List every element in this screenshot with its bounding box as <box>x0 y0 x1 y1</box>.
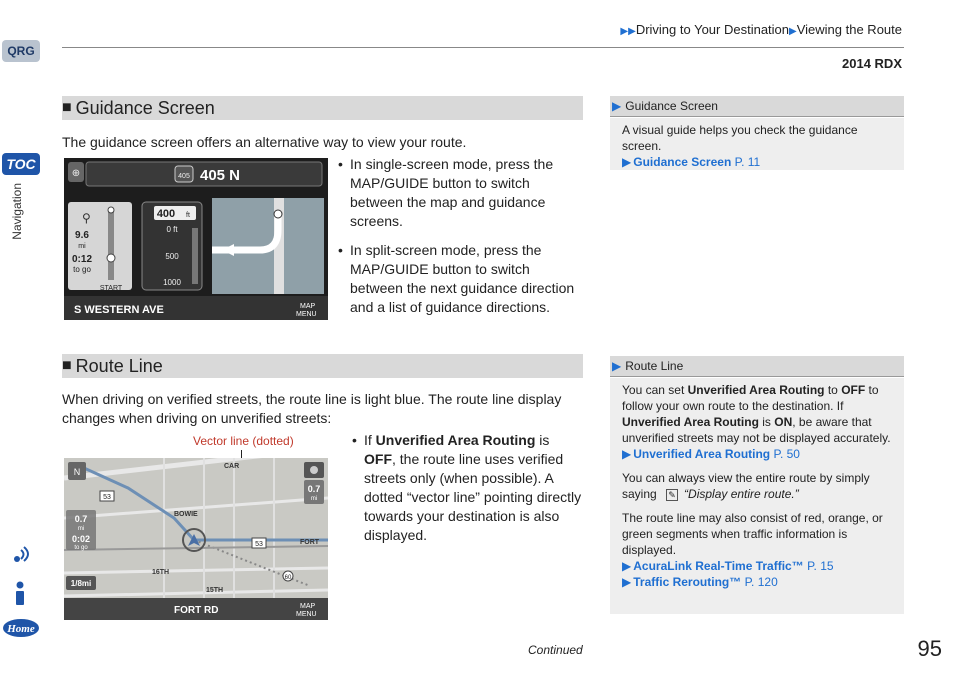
map-scale: 1/8mi <box>70 579 92 588</box>
scale-label: 0 ft <box>166 225 178 234</box>
breadcrumb: ▶▶Driving to Your Destination▶Viewing the Route <box>620 22 902 37</box>
time-value: 0:02 <box>71 534 91 544</box>
miles-value: 9.6 <box>75 230 89 241</box>
scale-label: 500 <box>165 252 179 261</box>
map-menu-label: MENU <box>296 311 317 318</box>
home-icon[interactable] <box>2 614 40 642</box>
map-menu-label: MAP <box>300 603 316 610</box>
rerouting-link[interactable]: Traffic Rerouting™ <box>633 575 742 589</box>
scale-label: 1000 <box>163 278 181 287</box>
street-name: FORT RD <box>174 605 219 616</box>
road-name: 405 N <box>199 167 241 184</box>
distance-box-unit: ft <box>186 212 190 219</box>
map-menu-label: MENU <box>296 611 317 618</box>
guidance-bullet-1: • In single-screen mode, press the MAP/GUIDE button to switch between the map and guidance screens. <box>338 156 554 229</box>
route-bullet-value: OFF <box>364 451 392 467</box>
map-label: FORT <box>300 539 320 546</box>
vector-line-callout: Vector line (dotted) <box>193 434 294 448</box>
map-label: CAR <box>224 463 240 470</box>
map-label: BOWIE <box>174 511 198 518</box>
street-name: S WESTERN AVE <box>74 304 164 316</box>
guidance-intro: The guidance screen offers an alternative way to view your route. <box>62 134 467 150</box>
guidance-section-title: Guidance Screen <box>75 97 215 118</box>
home-icon-label: Home <box>7 623 35 635</box>
route-shield: 60 <box>284 575 292 581</box>
breadcrumb-item[interactable]: Viewing the Route <box>796 22 902 37</box>
route-note-header: ▶ Route Line <box>610 356 904 376</box>
traffic-page[interactable]: P. 15 <box>807 559 834 573</box>
guidance-bullet-2-text: In split-screen mode, press the MAP/GUIDE button to switch between the next guidance direction and a list of guidance directions. <box>350 242 575 315</box>
guidance-bullet-2: • In split-screen mode, press the MAP/GUIDE button to switch between the next guidance direction and a list of guidance directions. <box>338 242 575 315</box>
model-label: 2014 RDX <box>842 56 902 71</box>
traffic-link[interactable]: AcuraLink Real-Time Traffic™ <box>633 559 804 573</box>
route-intro: When driving on verified streets, the route line is light blue. The route line display changes when driving on unverified streets: <box>62 391 562 426</box>
page-number: 95 <box>917 636 942 661</box>
guidance-screen-link[interactable]: Guidance Screen <box>633 155 732 169</box>
route-bullet-pre: If <box>364 432 376 448</box>
guidance-note-header: ▶ Guidance Screen <box>610 96 904 116</box>
route-bullet: • If Unverified Area Routing is OFF, the route line uses verified streets only (when possible). A dotted “vector line” pointing directly towards your destination is also displayed. <box>352 432 582 543</box>
rerouting-page[interactable]: P. 120 <box>744 575 778 589</box>
svg-text:⚲: ⚲ <box>82 211 91 225</box>
start-label: START <box>99 285 123 292</box>
guidance-bullet-1-text: In single-screen mode, press the MAP/GUIDE button to switch between the map and guidance screens. <box>350 156 554 229</box>
route-section-title: Route Line <box>75 355 163 376</box>
guidance-note-title: Guidance Screen <box>625 99 718 113</box>
route-bullet-setting: Unverified Area Routing <box>375 432 536 448</box>
left-miles-unit: mi <box>77 526 85 532</box>
heading-indicator: N <box>73 467 81 477</box>
continued-label: Continued <box>528 643 583 657</box>
guidance-screen-image <box>64 158 328 320</box>
route-shield: 53 <box>255 541 263 548</box>
route-note-title: Route Line <box>625 359 684 373</box>
qrg-button[interactable]: QRG <box>2 40 40 62</box>
toc-button[interactable]: TOC <box>2 153 40 175</box>
map-menu-label: MAP <box>300 303 316 310</box>
time-label: to go <box>73 265 91 274</box>
talk-icon: ✎ <box>666 489 678 501</box>
route-line-screen-image <box>64 458 328 620</box>
route-note-p1: You can set Unverified Area Routing to OFF to follow your own route to the destination. If Unverified Area Routing is ON, be aware that unverified streets may not be displayed accurately. <box>622 383 891 445</box>
section-side-label: Navigation <box>10 183 24 240</box>
breadcrumb-item[interactable]: Driving to Your Destination <box>635 22 790 37</box>
time-value: 0:12 <box>71 254 93 265</box>
voice-icon[interactable] <box>6 542 34 570</box>
guidance-screen-page[interactable]: P. 11 <box>734 155 761 169</box>
left-miles: 0.7 <box>74 514 88 524</box>
miles-unit: mi <box>78 243 86 250</box>
guidance-note-body: A visual guide helps you check the guidance screen. ▶ Guidance Screen P. 11 <box>610 118 904 170</box>
route-note-body: You can set Unverified Area Routing to OFF to follow your own route to the destination. If Unverified Area Routing is ON, be aware that unverified streets may not be displayed accurately. ▶ Unverified Area Routing P. 50 You can always view the entire route by simply saying ✎ “Display entire route.” The route line may also consist of red, orange, or green segments when traffic information is displayed. ▶ AcuraLink Real-Time Traffic™ P. 15 ▶ Traffic Rerouting™ P. 120 <box>610 378 904 614</box>
unverified-routing-page[interactable]: P. 50 <box>773 447 800 461</box>
route-note-p3: The route line may also consist of red, orange, or green segments when traffic information is displayed. <box>622 511 883 557</box>
map-label: 15TH <box>206 587 224 594</box>
note-divider <box>610 376 904 377</box>
route-section-header: ■ Route Line <box>62 354 583 378</box>
distance-box-value: 400 <box>156 208 176 220</box>
map-label: 16TH <box>152 569 170 576</box>
header-divider <box>62 47 904 48</box>
guidance-note-text: A visual guide helps you check the guidance screen. <box>622 123 858 153</box>
route-bullet-text: , the route line uses verified streets only (when possible). A dotted “vector line” pointing directly towards your destination is also displayed. <box>364 451 582 543</box>
guidance-section-header: ■ Guidance Screen <box>62 96 583 120</box>
svg-text:⊕: ⊕ <box>71 168 81 179</box>
route-note-p2: You can always view the entire route by simply saying ✎ “Display entire route.” <box>622 471 870 501</box>
note-divider <box>610 116 904 117</box>
right-miles-unit: mi <box>310 496 318 502</box>
right-miles: 0.7 <box>307 484 321 494</box>
time-label: to go <box>74 545 88 551</box>
route-bullet-mid: is <box>535 432 550 448</box>
road-shield: 405 <box>178 173 190 180</box>
info-icon[interactable] <box>6 580 34 608</box>
unverified-routing-link[interactable]: Unverified Area Routing <box>633 447 771 461</box>
route-shield: 53 <box>103 494 111 501</box>
